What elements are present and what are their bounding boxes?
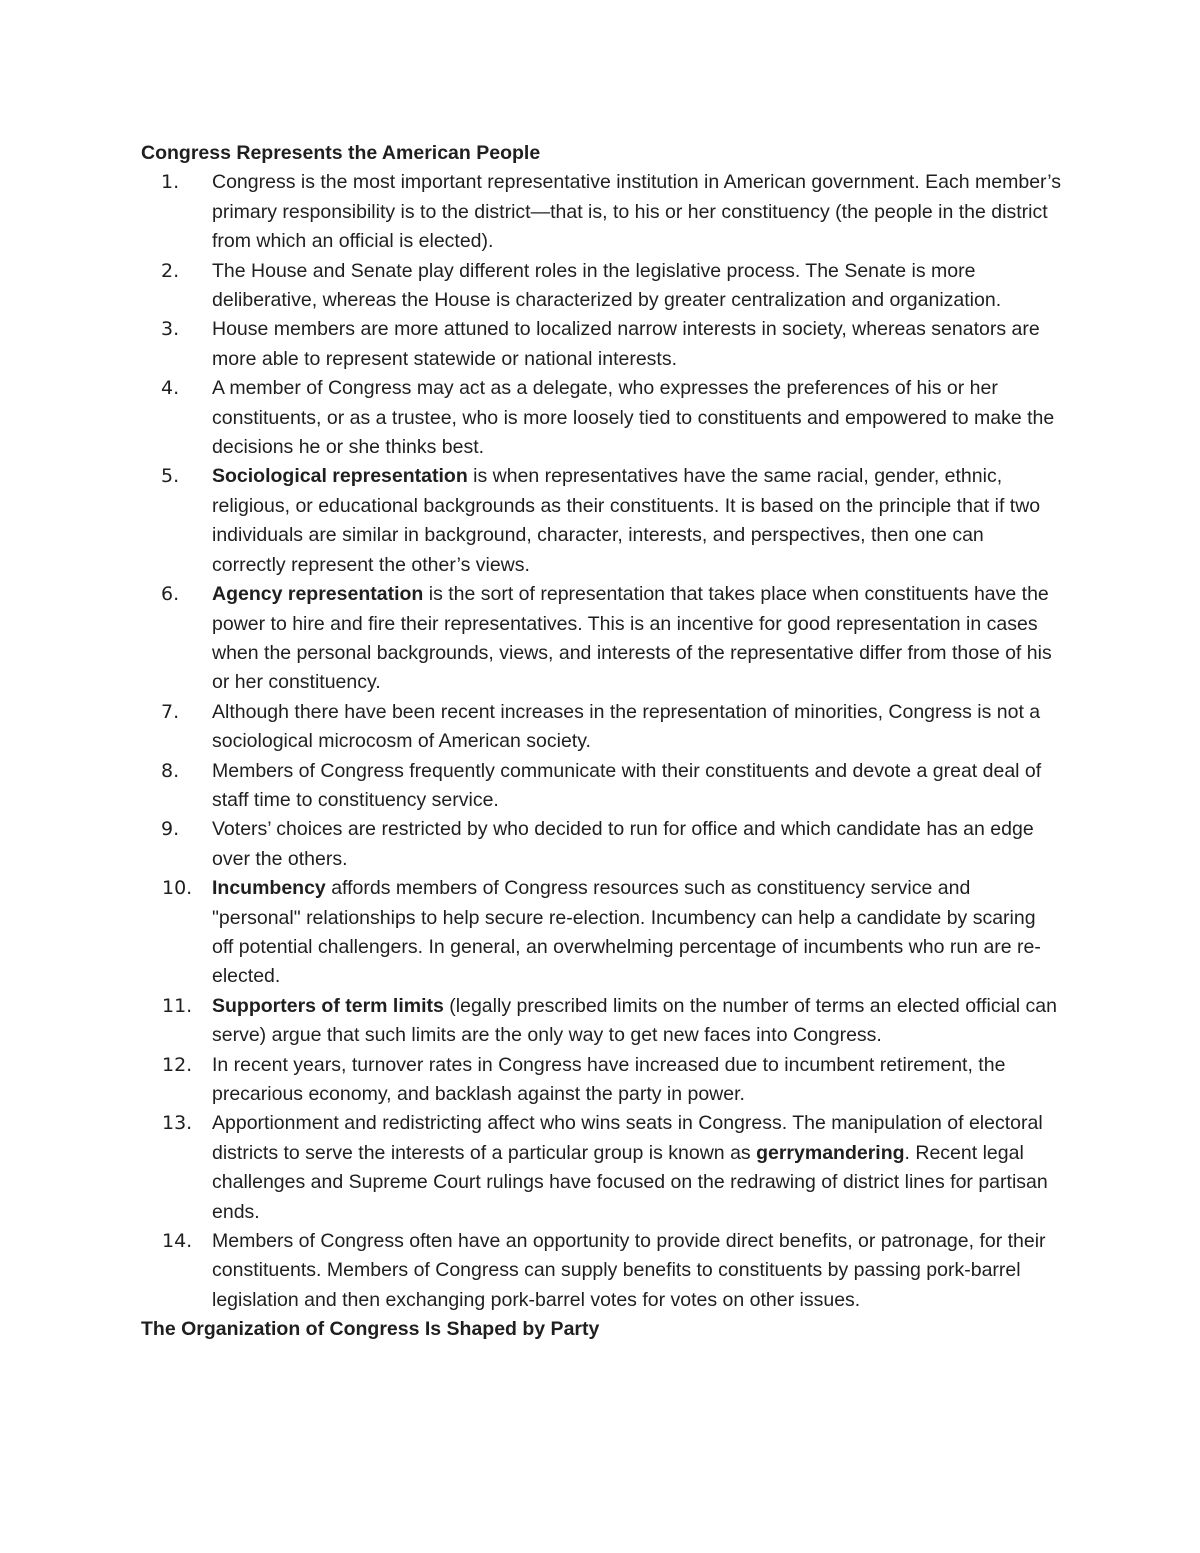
text-segment: Voters’ choices are restricted by who decided to run for office and which candidate has an edge over the others. bbox=[212, 818, 1034, 870]
list-item bbox=[141, 374, 1061, 462]
list-item bbox=[141, 815, 1061, 874]
key-term: Supporters of term limits bbox=[212, 994, 444, 1017]
list-item-number: 14. bbox=[162, 1230, 193, 1253]
list-item-text bbox=[212, 1227, 1061, 1315]
list-item-number: 13. bbox=[162, 1112, 193, 1135]
list-item bbox=[141, 757, 1061, 816]
list-item-text bbox=[212, 374, 1061, 462]
list-item bbox=[141, 874, 1061, 992]
list-item bbox=[141, 1227, 1061, 1315]
list-item-text bbox=[212, 257, 1061, 316]
list-item-number: 8. bbox=[161, 759, 180, 782]
list-item-number: 11. bbox=[162, 994, 193, 1017]
text-segment: The House and Senate play different roles in the legislative process. The Senate is more deliberative, whereas the House is characterized by greater centralization and organization. bbox=[212, 259, 1002, 312]
text-segment: Apportionment and redistricting affect who wins seats in Congress. The manipulation of electoral districts to serve the interests of a particular group is known as bbox=[212, 1112, 1043, 1164]
list-item-text bbox=[212, 580, 1061, 698]
key-term: Sociological representation bbox=[212, 465, 468, 488]
text-segment: Although there have been recent increases in the representation of minorities, Congress is not a sociological microcosm of American society. bbox=[212, 700, 1041, 753]
text-segment: In recent years, turnover rates in Congress have increased due to incumbent retirement, the precarious economy, and backlash against the party in power. bbox=[212, 1053, 1006, 1105]
list-item bbox=[141, 992, 1061, 1051]
section-heading: Congress Represents the American People bbox=[141, 142, 541, 164]
list-item-text bbox=[212, 992, 1061, 1051]
list-item-text bbox=[212, 698, 1061, 757]
text-segment: A member of Congress may act as a delegate, who expresses the preferences of his or her constituents, or as a trustee, who is more loosely tied to constituents and empowered to make the decisions he or she thinks best. bbox=[212, 377, 1055, 459]
key-term: gerrymandering bbox=[756, 1141, 905, 1164]
list-item-number: 5. bbox=[161, 465, 180, 488]
list-item-number: 4. bbox=[161, 377, 180, 400]
text-segment: House members are more attuned to localized narrow interests in society, whereas senators are more able to represent statewide or national interests. bbox=[212, 318, 1040, 370]
list-item bbox=[141, 315, 1061, 374]
text-segment: Congress is the most important representative institution in American government. Each member’s primary responsibility is to the district—that is, to his or her constituency (the people in the district from which an official is elected). bbox=[212, 171, 1062, 253]
list-item-text bbox=[212, 757, 1061, 816]
list-item bbox=[141, 1051, 1061, 1110]
list-item-text bbox=[212, 315, 1061, 374]
list-item bbox=[141, 462, 1061, 580]
key-term: Agency representation bbox=[212, 583, 424, 606]
text-segment: is when representatives have the same racial, gender, ethnic, religious, or educational backgrounds as their constituents. It is based on the principle that if two individuals are similar in background, character, interests, and perspectives, then one can correctly represent the other’s views. bbox=[212, 465, 1041, 576]
list-item-text bbox=[212, 462, 1061, 580]
list-item-text bbox=[212, 1051, 1061, 1110]
list-item-number: 3. bbox=[161, 318, 180, 341]
list-item-text bbox=[212, 815, 1061, 874]
text-segment: Members of Congress often have an opportunity to provide direct benefits, or patronage, for their constituents. Members of Congress can supply benefits to constituents by passing pork-barrel legislation and then exchanging pork-barrel votes for votes on other issues. bbox=[212, 1230, 1046, 1311]
text-segment: (legally prescribed limits on the number of terms an elected official can serve) argue that such limits are the only way to get new faces into Congress. bbox=[212, 994, 1057, 1047]
list-item bbox=[141, 1109, 1061, 1227]
list-item-number: 12. bbox=[162, 1053, 193, 1076]
list-item bbox=[141, 580, 1061, 698]
document-page bbox=[141, 139, 1061, 1345]
list-item-number: 9. bbox=[161, 818, 180, 841]
list-item bbox=[141, 257, 1061, 316]
list-item-text bbox=[212, 168, 1061, 256]
list-item-number: 7. bbox=[161, 700, 180, 723]
numbered-list bbox=[141, 168, 1061, 1315]
next-section-heading: The Organization of Congress Is Shaped by Party bbox=[141, 1318, 600, 1341]
key-term: Incumbency bbox=[212, 877, 326, 900]
text-segment: . Recent legal challenges and Supreme Court rulings have focused on the redrawing of district lines for partisan ends. bbox=[212, 1141, 1048, 1223]
list-item bbox=[141, 168, 1061, 256]
text-segment: Members of Congress frequently communicate with their constituents and devote a great deal of staff time to constituency service. bbox=[212, 759, 1042, 811]
list-item bbox=[141, 698, 1061, 757]
text-segment: is the sort of representation that takes place when constituents have the power to hire and fire their representatives. This is an incentive for good representation in cases when the personal backgrounds, views, and interests of the representative differ from those of his or her constituency. bbox=[212, 583, 1052, 694]
list-item-text bbox=[212, 1109, 1061, 1227]
list-item-number: 6. bbox=[161, 583, 180, 606]
list-item-text bbox=[212, 874, 1061, 992]
list-item-number: 2. bbox=[161, 259, 180, 282]
list-item-number: 1. bbox=[161, 171, 180, 194]
text-segment: affords members of Congress resources such as constituency service and "personal" relationships to help secure re-election. Incumbency can help a candidate by scaring off potential challengers. In general, an overwhelming percentage of incumbents who run are re-elected. bbox=[212, 877, 1041, 988]
list-item-number: 10. bbox=[162, 877, 193, 900]
